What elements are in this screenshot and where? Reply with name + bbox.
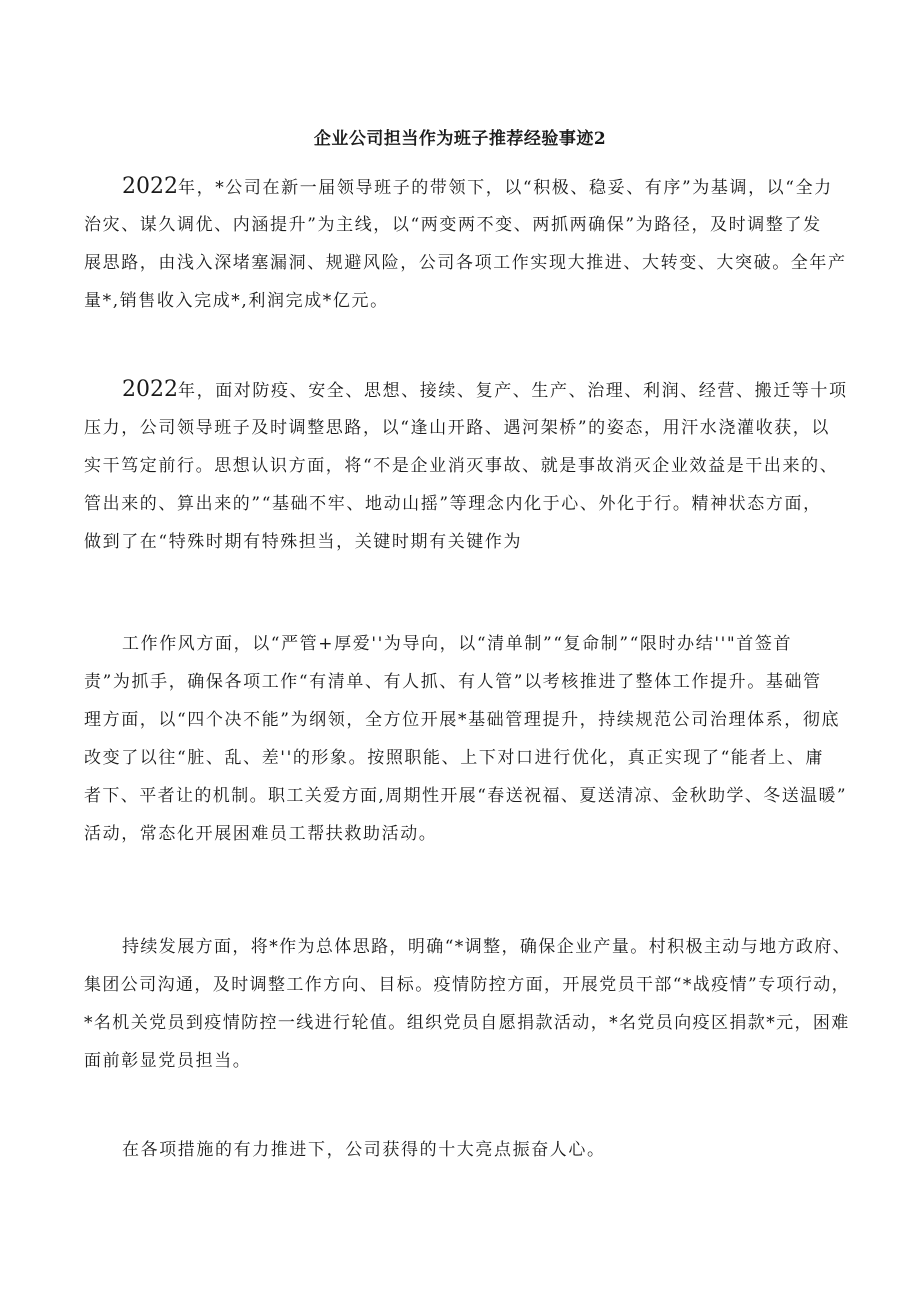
paragraph-line: 集团公司沟通，及时调整工作方向、目标。疫情防控方面，开展党员干部“*战疫情”专项行动， bbox=[84, 975, 851, 995]
paragraph-line: 面前彰显党员担当。 bbox=[84, 1051, 252, 1071]
paragraph-line: 管出来的、算出来的”“基础不牢、地动山摇”等理念内化于心、外化于行。精神状态方面， bbox=[84, 494, 822, 514]
paragraph-line: 理方面，以“四个决不能”为纲领，全方位开展*基础管理提升，持续规范公司治理体系，彻底 bbox=[84, 710, 841, 730]
paragraph-1 bbox=[84, 168, 854, 320]
paragraph-line: 压力，公司领导班子及时调整思路，以“逢山开路、遇河架桥”的姿态，用汗水浇灌收获，以 bbox=[84, 418, 830, 438]
paragraph-line: 改变了以往“脏、乱、差''的形象。按照职能、上下对口进行优化，真正实现了“能者上、庸 bbox=[84, 748, 824, 768]
paragraph-5 bbox=[84, 1131, 854, 1169]
paragraph-line: 工作作风方面，以“严管+厚爱''为导向，以“清单制”“复命制”“限时办结''"首签首 bbox=[122, 634, 793, 654]
paragraph-line: 量*,销售收入完成*,利润完成*亿元。 bbox=[84, 291, 389, 311]
paragraph-2 bbox=[84, 371, 854, 561]
paragraph-line: 2022年，面对防疫、安全、思想、接续、复产、生产、治理、利润、经营、搬迁等十项 bbox=[122, 377, 848, 402]
paragraph-line: 治灾、谋久调优、内涵提升”为主线，以“两变两不变、两抓两确保”为路径，及时调整了发 bbox=[84, 215, 822, 235]
year-text: 2022 bbox=[122, 174, 178, 199]
paragraph-line: 责”为抓手，确保各项工作“有清单、有人抓、有人管”以考核推进了整体工作提升。基础管 bbox=[84, 672, 822, 692]
paragraph-line: *名机关党员到疫情防控一线进行轮值。组织党员自愿捐款活动，*名党员向疫区捐款*元，困难 bbox=[84, 1013, 850, 1033]
year-text: 2022 bbox=[122, 377, 178, 402]
paragraph-line: 2022年，*公司在新一届领导班子的带领下，以“积极、稳妥、有序”为基调，以“全力 bbox=[122, 174, 833, 199]
paragraph-line: 展思路，由浅入深堵塞漏洞、规避风险，公司各项工作实现大推进、大转变、大突破。全年产 bbox=[84, 253, 847, 273]
paragraph-line: 实干笃定前行。思想认识方面，将“不是企业消灭事故、就是事故消灭企业效益是干出来的、 bbox=[84, 456, 839, 476]
paragraph-line: 在各项措施的有力推进下，公司获得的十大亮点振奋人心。 bbox=[122, 1140, 606, 1160]
document-title: 企业公司担当作为班子推荐经验事迹2 bbox=[313, 129, 607, 149]
paragraph-line: 活动，常态化开展困难员工帮扶救助活动。 bbox=[84, 824, 438, 844]
paragraph-line: 持续发展方面，将*作为总体思路，明确“*调整，确保企业产量。村积极主动与地方政府、 bbox=[122, 937, 852, 957]
paragraph-line: 者下、平者让的机制。职工关爱方面,周期性开展“春送祝福、夏送清凉、金秋助学、冬送温暖” bbox=[84, 786, 847, 806]
paragraph-4 bbox=[84, 928, 854, 1080]
paragraph-line: 做到了在“特殊时期有特殊担当，关键时期有关键作为 bbox=[84, 532, 523, 552]
paragraph-3 bbox=[84, 625, 854, 853]
